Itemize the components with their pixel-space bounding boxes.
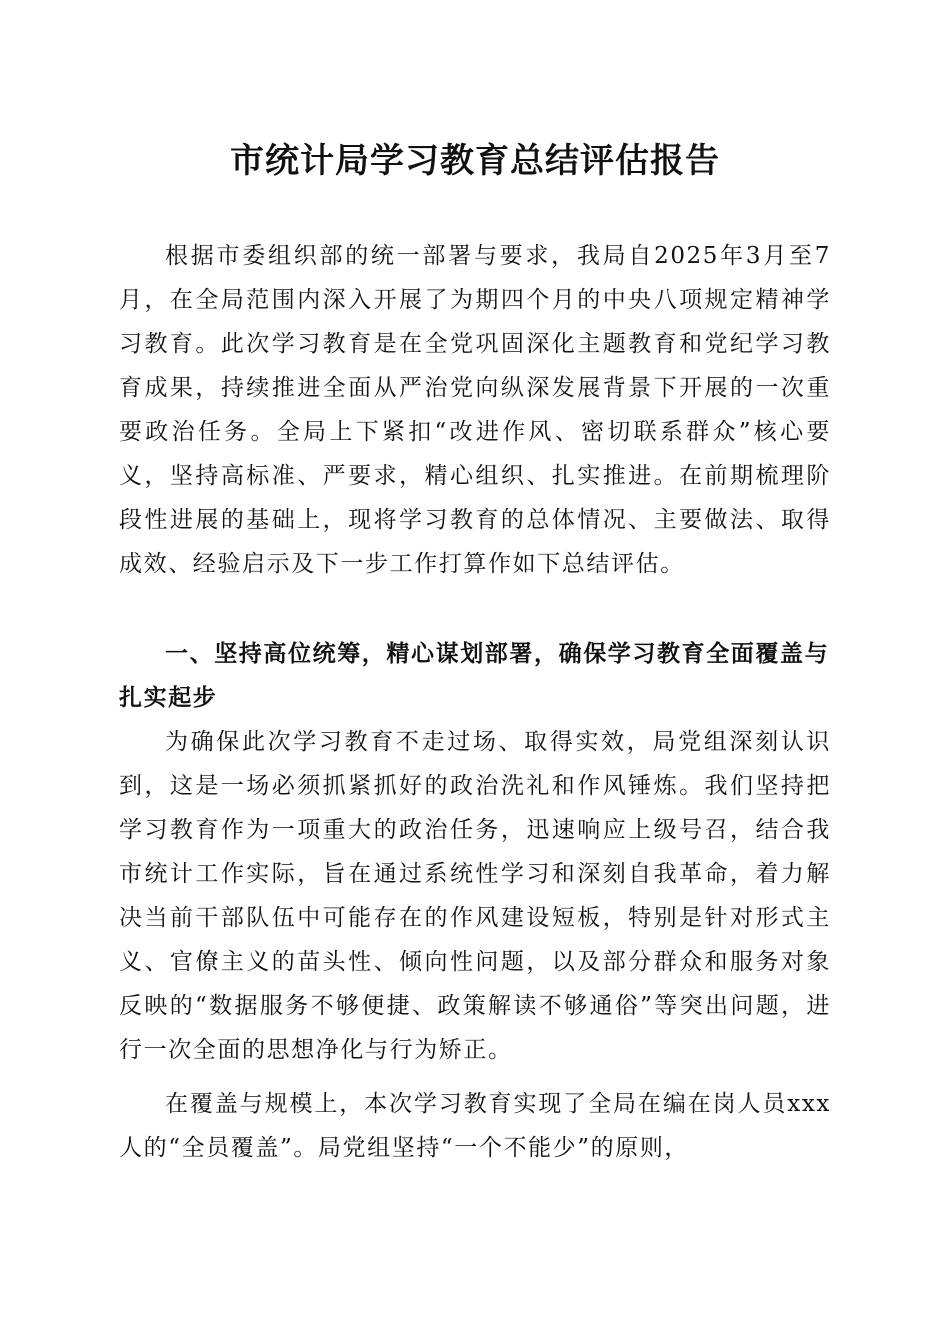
intro-paragraph: 根据市委组织部的统一部署与要求，我局自2025年3月至7月，在全局范围内深入开展了为期四个月的中央八项规定精神学习教育。此次学习教育是在全党巩固深化主题教育和党纪学习教育成果，持续推进全面从严治党向纵深发展背景下开展的一次重要政治任务。全局上下紧扣“改进作风、密切联系群众”核心要义，坚持高标准、严要求，精心组织、扎实推进。在前期梳理阶段性进展的基础上，现将学习教育的总体情况、主要做法、取得成效、经验启示及下一步工作打算作如下总结评估。 [119,243,831,577]
section-paragraph: 在覆盖与规模上，本次学习教育实现了全局在编在岗人员xxx人的“全员覆盖”。局党组坚持“一个不能少”的原则， [119,1091,831,1161]
document-title: 市统计局学习教育总结评估报告 [230,141,720,181]
section-heading: 一、坚持高位统筹，精心谋划部署，确保学习教育全面覆盖与扎实起步 [119,641,830,711]
section-paragraph: 为确保此次学习教育不走过场、取得实效，局党组深刻认识到，这是一场必须抓紧抓好的政治洗礼和作风锤炼。我们坚持把学习教育作为一项重大的政治任务，迅速响应上级号召，结合我市统计工作实际，旨在通过系统性学习和深刻自我革命，着力解决当前干部队伍中可能存在的作风建设短板，特别是针对形式主义、官僚主义的苗头性、倾向性问题，以及部分群众和服务对象反映的“数据服务不够便捷、政策解读不够通俗”等突出问题，进行一次全面的思想净化与行为矫正。 [119,729,831,1063]
